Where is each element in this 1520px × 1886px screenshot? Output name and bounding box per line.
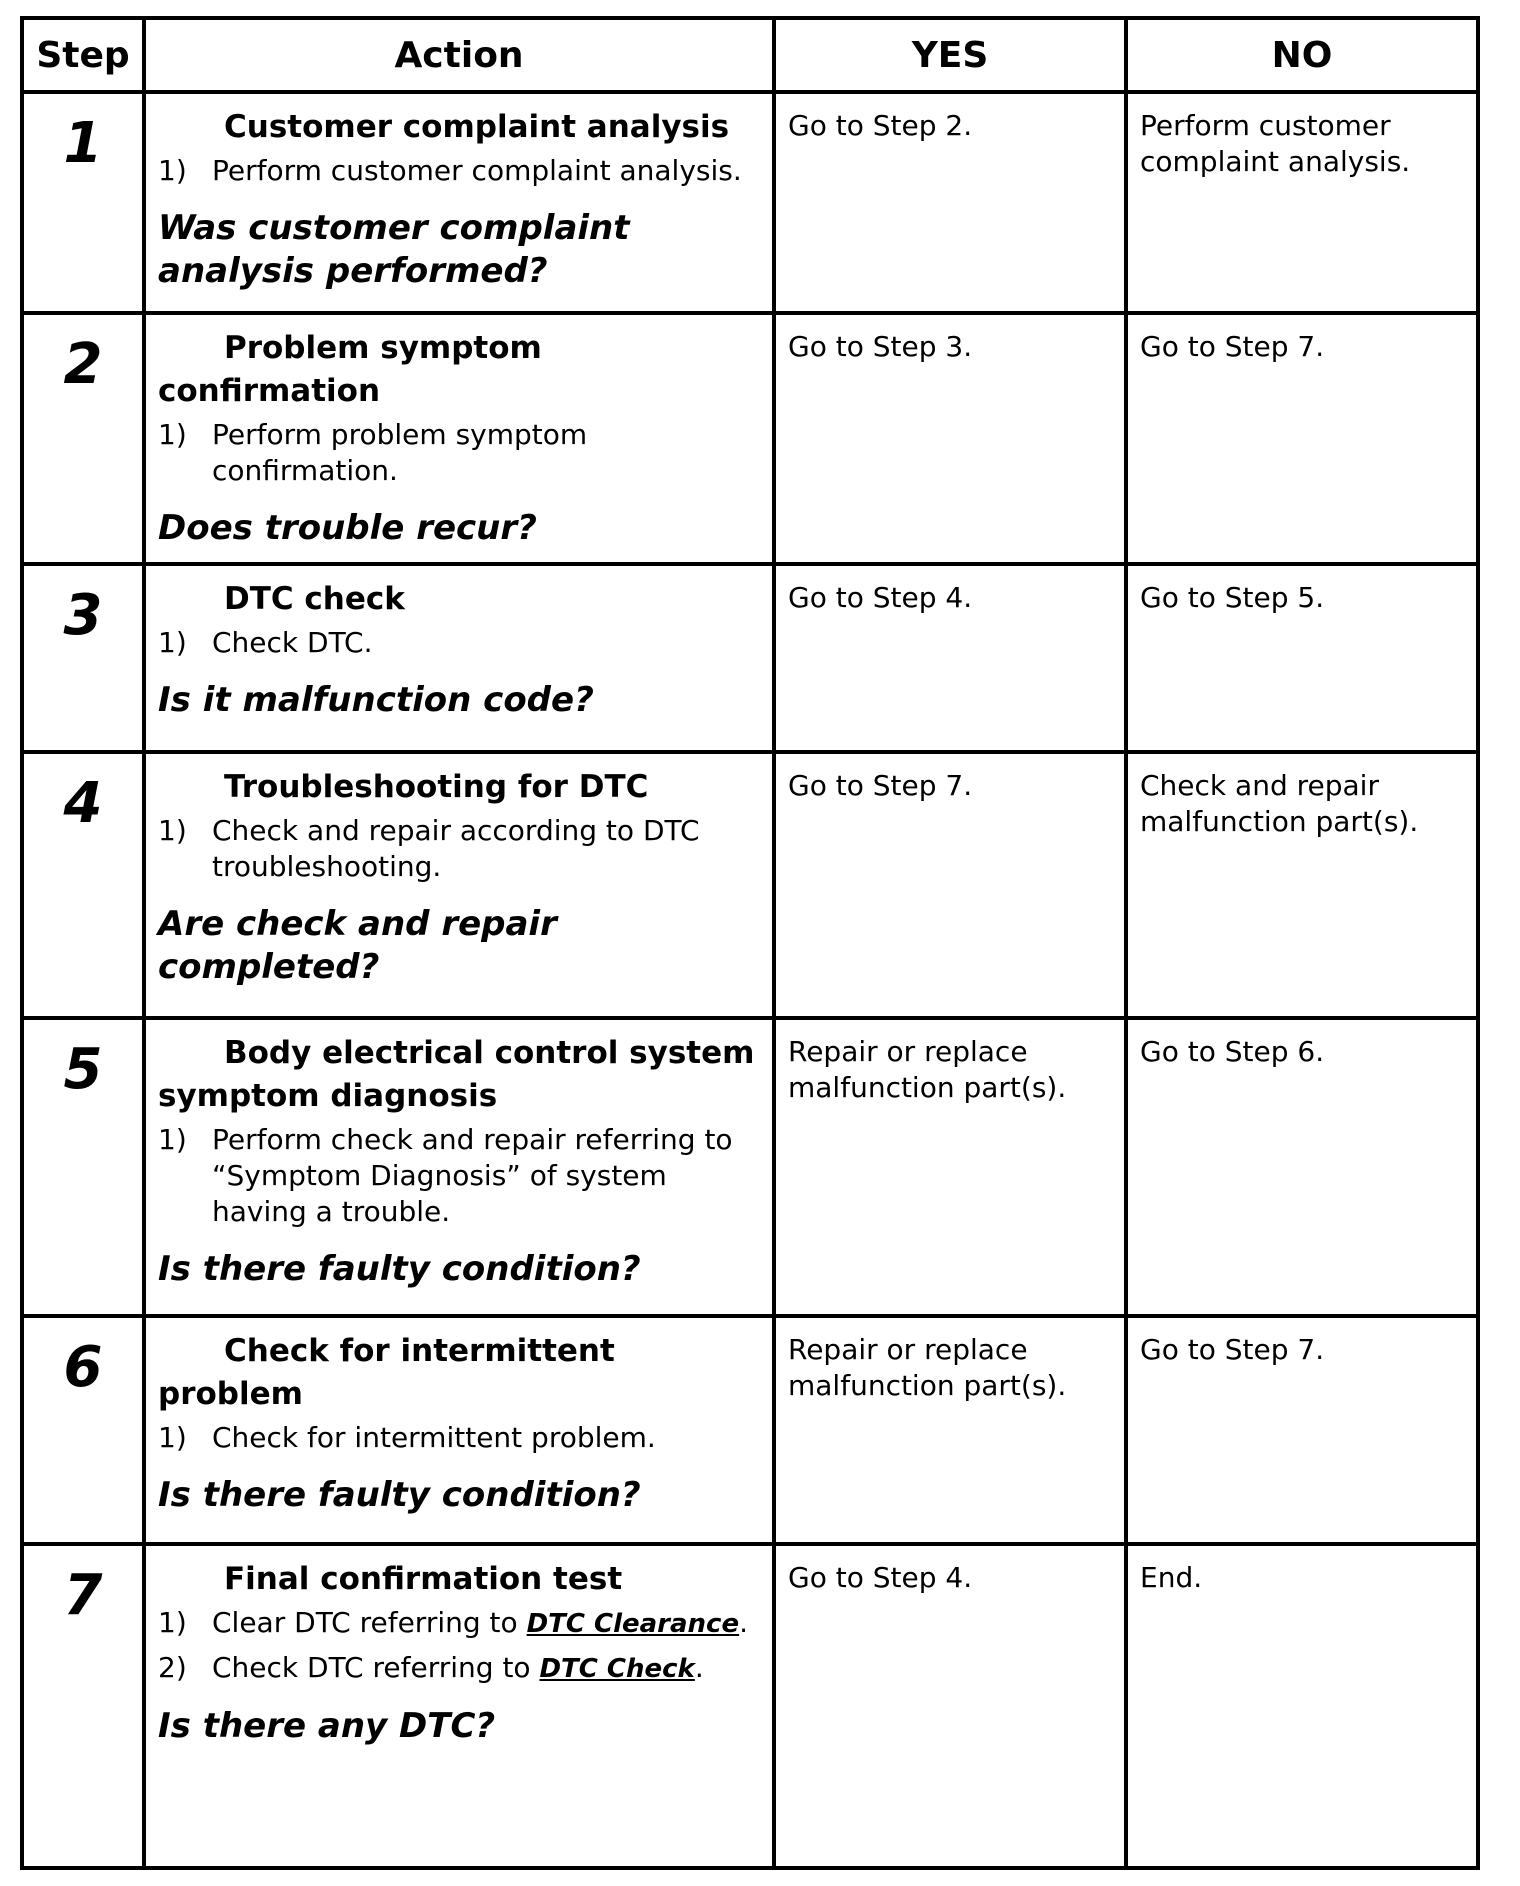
action-heading: Troubleshooting for DTC: [224, 769, 649, 805]
procedure-item: [158, 1122, 758, 1230]
procedure-text-tail: .: [694, 1651, 704, 1684]
action-heading: Check for intermittent problem: [158, 1333, 615, 1412]
action-question: Was customer complaint analysis performed?: [158, 208, 630, 291]
procedure-number: 1): [158, 154, 187, 187]
procedure-item: [158, 417, 758, 489]
yes-result: Go to Step 4.: [774, 564, 1126, 752]
procedure-number: 2): [158, 1651, 187, 1684]
step-number: 3: [22, 564, 144, 752]
procedure-number: 1): [158, 1123, 187, 1156]
yes-result: Go to Step 7.: [774, 752, 1126, 1018]
action-cell: [144, 92, 774, 313]
action-heading: Body electrical control system symptom diagnosis: [158, 1035, 755, 1114]
procedure-number: 1): [158, 814, 187, 847]
no-result: End.: [1126, 1544, 1478, 1868]
step-row: [22, 564, 1478, 752]
procedure-text: Perform check and repair referring to “Symptom Diagnosis” of system having a trouble.: [212, 1123, 733, 1228]
step-number: 7: [22, 1544, 144, 1868]
step-row: [22, 752, 1478, 1018]
action-heading: Problem symptom confirmation: [158, 330, 542, 409]
action-cell: [144, 313, 774, 564]
step-row: [22, 92, 1478, 313]
procedure-item: [158, 813, 758, 885]
procedure-text: Perform problem symptom confirmation.: [212, 418, 588, 487]
header-step: Step: [22, 18, 144, 92]
header-action: Action: [144, 18, 774, 92]
action-cell: [144, 1316, 774, 1544]
step-row: [22, 1018, 1478, 1316]
yes-result: Repair or replace malfunction part(s).: [774, 1316, 1126, 1544]
procedure-number: 1): [158, 1421, 187, 1454]
action-question: Is there any DTC?: [158, 1706, 496, 1746]
procedure-item: [158, 1650, 758, 1687]
step-row: [22, 313, 1478, 564]
dtc-check-link[interactable]: DTC Check: [539, 1654, 695, 1684]
procedure-text: Check for intermittent problem.: [212, 1421, 656, 1454]
procedure-text: Perform customer complaint analysis.: [212, 154, 742, 187]
procedure-item: [158, 1420, 758, 1456]
procedure-item: [158, 153, 758, 189]
procedure-text-tail: .: [739, 1606, 749, 1639]
no-result: Go to Step 5.: [1126, 564, 1478, 752]
action-question: Does trouble recur?: [158, 508, 537, 548]
step-row: [22, 1316, 1478, 1544]
step-number: 1: [22, 92, 144, 313]
action-cell: [144, 1544, 774, 1868]
yes-result: Repair or replace malfunction part(s).: [774, 1018, 1126, 1316]
procedure-item: [158, 625, 758, 661]
procedure-text: Check DTC.: [212, 626, 373, 659]
action-question: Is it malfunction code?: [158, 680, 594, 720]
procedure-text: [212, 1650, 758, 1687]
yes-result: Go to Step 3.: [774, 313, 1126, 564]
action-heading: DTC check: [224, 581, 405, 617]
header-yes: YES: [774, 18, 1126, 92]
no-result: Check and repair malfunction part(s).: [1126, 752, 1478, 1018]
header-row: [22, 18, 1478, 92]
procedure-number: 1): [158, 1606, 187, 1639]
action-cell: [144, 1018, 774, 1316]
procedure-text: [212, 1605, 758, 1642]
diagnostic-flow-table: [20, 16, 1480, 1870]
no-result: Go to Step 7.: [1126, 1316, 1478, 1544]
action-question: Is there faulty condition?: [158, 1475, 641, 1515]
step-row: [22, 1544, 1478, 1868]
step-number: 5: [22, 1018, 144, 1316]
action-question: Is there faulty condition?: [158, 1249, 641, 1289]
action-cell: [144, 752, 774, 1018]
step-number: 6: [22, 1316, 144, 1544]
procedure-text-lead: Check DTC referring to: [212, 1651, 540, 1684]
yes-result: Go to Step 2.: [774, 92, 1126, 313]
header-no: NO: [1126, 18, 1478, 92]
procedure-item: [158, 1605, 758, 1642]
no-result: Go to Step 6.: [1126, 1018, 1478, 1316]
step-number: 2: [22, 313, 144, 564]
action-heading: Final confirmation test: [224, 1561, 623, 1597]
procedure-text: Check and repair according to DTC troubleshooting.: [212, 814, 700, 883]
step-number: 4: [22, 752, 144, 1018]
dtc-clearance-link[interactable]: DTC Clearance: [526, 1609, 740, 1639]
action-heading: Customer complaint analysis: [224, 109, 730, 145]
yes-result: Go to Step 4.: [774, 1544, 1126, 1868]
no-result: Perform customer complaint analysis.: [1126, 92, 1478, 313]
procedure-number: 1): [158, 418, 187, 451]
procedure-text-lead: Clear DTC referring to: [212, 1606, 527, 1639]
action-question: Are check and repair completed?: [158, 904, 557, 987]
procedure-number: 1): [158, 626, 187, 659]
no-result: Go to Step 7.: [1126, 313, 1478, 564]
action-cell: [144, 564, 774, 752]
